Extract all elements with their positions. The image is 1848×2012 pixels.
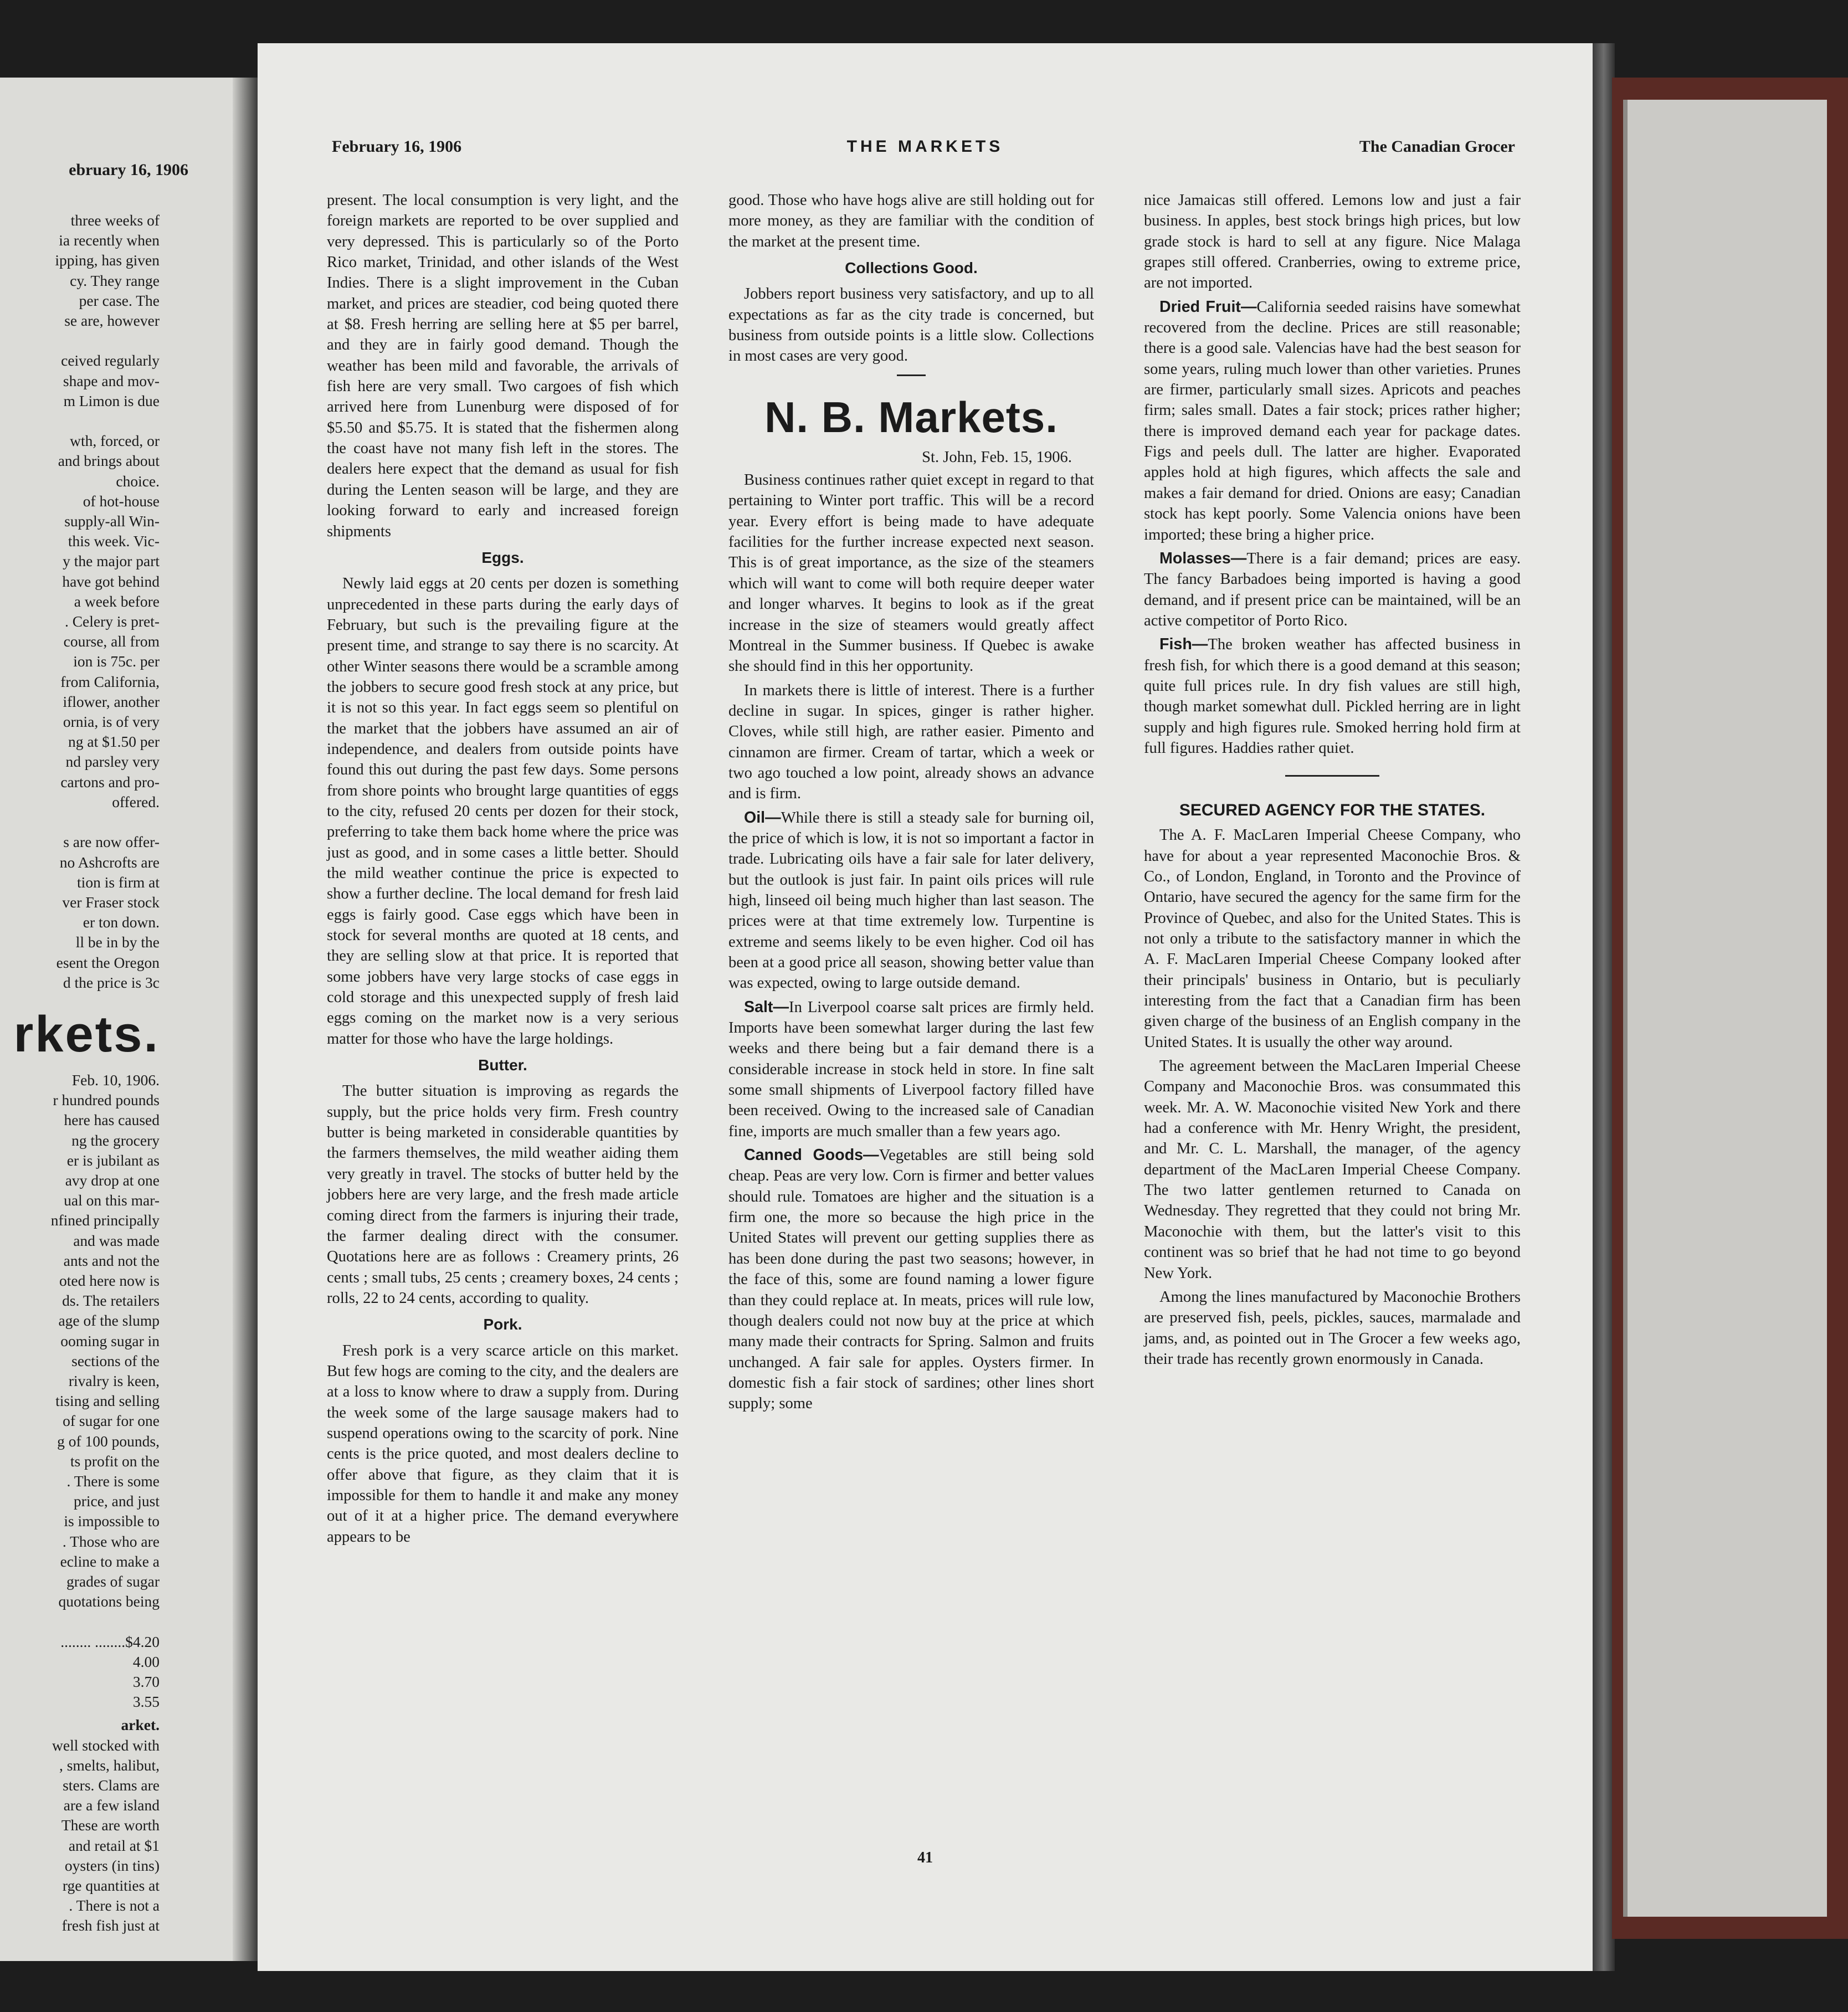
previous-page-line: oted here now is	[59, 1271, 160, 1289]
previous-page-line: ion is 75c. per	[73, 653, 160, 670]
next-volume-edge	[1623, 100, 1827, 1917]
dried-fruit-text: California seeded raisins have somewhat recovered from the decline. Prices are still reasonable; there is a good sale. Valencias have had the best season for some years, ruling much lower than other varieties. Prunes are firmer, particularly small sizes. Apricots and peaches firm; sales small. Dates a fair stock; prices rather higher; there is improved demand each year for package dates. Figs and peels dull. The latter are higher. Evaporated apples hold at high figures, which affects the sale and makes a fair demand for dried. Onions are easy; Canadian stock has kept poorly. Some Valencia onions have been imported; these bring a higher price.	[1144, 298, 1521, 543]
previous-page-line: cy. They range	[70, 271, 160, 289]
previous-page-line: ooming sugar in	[60, 1332, 160, 1349]
previous-page-line: quotations being	[58, 1593, 160, 1610]
previous-page-line: grades of sugar	[66, 1573, 160, 1590]
previous-page-line: ng at $1.50 per	[68, 733, 160, 751]
header-date: February 16, 1906	[332, 137, 462, 156]
previous-page-line: this week. Vic-	[68, 532, 160, 550]
previous-page-line: tising and selling	[55, 1392, 160, 1410]
oil-lead: Oil—	[744, 808, 781, 827]
header-section-title: THE MARKETS	[846, 137, 1004, 156]
previous-page-line: ecline to make a	[60, 1552, 160, 1570]
previous-page-line	[0, 812, 160, 832]
previous-page-line: ornia, is of very	[63, 713, 160, 731]
previous-page-line: ia recently when	[59, 232, 160, 249]
previous-page-line: are a few island	[63, 1797, 160, 1814]
previous-page-line: a week before	[74, 592, 160, 610]
previous-page-line: ual on this mar-	[64, 1192, 160, 1209]
eggs-paragraph: Newly laid eggs at 20 cents per dozen is something unprecedented in these parts during the early days of February, but such is the prevailing figure at the present time, and strange to say there is no scarcity. At other Winter seasons there would be a scramble among the jobbers to secure good fresh stock at any price, but it is not so this year. In fact eggs seem so plentiful on the market that the jobbers have assumed an air of independence, and dealers from outside points have found this out during the past few days. Some persons from shore points who brought large quantities of eggs to the city, refused 20 cents per dozen for their stock, preferring to take them back home where the price was just as good, and in some cases a little better. Should the mild weather continue the price is expected to show a further decline. The local demand for fresh laid eggs is fairly good. Case eggs which have been in stock for several months are quoted at 18 cents, and they are selling slow at that price. It is reported that some jobbers have very large stocks of case eggs in cold storage and this unexpected supply of fresh laid eggs coming on the market now is a very serious matter for those who have the large holdings.	[327, 575, 679, 1048]
pork-paragraph: Fresh pork is a very scarce article on this market. But few hogs are coming to the city, and the dealers are at a loss to know where to draw a supply from. During the week some of the large sausage makers had to suspend operations owing to the scarcity of pork. Nine cents is the price quoted, and most dealers decline to offer above that figure, as they claim that it is impossible for them to handle it and make any money out of it at a higher price. The demand everywhere appears to be	[327, 1342, 679, 1546]
previous-page-line: tion is firm at	[77, 873, 160, 891]
previous-page-header: ebruary 16, 1906	[69, 161, 188, 179]
previous-page-line	[0, 411, 160, 431]
previous-page-line: choice.	[116, 472, 160, 490]
previous-page-line: per case. The	[79, 291, 160, 309]
column-2	[728, 190, 1094, 1418]
previous-page-line: g of 100 pounds,	[57, 1432, 160, 1450]
previous-page-line: er is jubilant as	[66, 1151, 160, 1169]
previous-page-line: ants and not the	[63, 1251, 160, 1269]
previous-page-line: 3.55	[132, 1693, 160, 1711]
butter-heading: Butter.	[478, 1056, 527, 1074]
previous-page-line: 3.70	[132, 1673, 160, 1691]
molasses-text: There is a fair demand; prices are easy. The fancy Barbadoes being imported is having a good demand, and if present price can be maintained, will be an active competitor of Porto Rico.	[1144, 550, 1521, 629]
previous-page-line	[0, 331, 160, 351]
page-number: 41	[917, 1849, 933, 1866]
book-cover-board	[1612, 78, 1848, 1939]
previous-page-line: m Limon is due	[63, 392, 160, 409]
previous-page-line: no Ashcrofts are	[59, 853, 160, 871]
pork-heading: Pork.	[483, 1316, 522, 1333]
canned-goods-paragraph	[728, 1145, 1094, 1414]
previous-page-line: from California,	[60, 673, 160, 690]
previous-page-line: sters. Clams are	[63, 1777, 160, 1794]
previous-page-subheading: arket.	[121, 1716, 160, 1734]
pork-continued-paragraph: good. Those who have hogs alive are still holding out for more money, as they are familiar with the condition of the market at the present time.	[728, 192, 1094, 250]
previous-page-line: and was made	[73, 1231, 160, 1249]
previous-page-line: y the major part	[63, 552, 160, 570]
section-rule	[897, 374, 926, 376]
previous-page-line: These are worth	[61, 1816, 160, 1834]
previous-page-line: ng the grocery	[71, 1131, 160, 1149]
butter-paragraph: The butter situation is improving as regards the supply, but the price holds very firm. Fresh country butter is being marketed in considerable quantities by the farmers themselves, the mild weather aiding them very greatly in travel. The stocks of butter held by the jobbers here are very large, and the fresh made article coming direct from the farmers is injuring their trade, the farmer dealing direct with the consumer. Quotations here are as follows : Creamery prints, 26 cents ; small tubs, 25 cents ; creamery boxes, 24 cents ; rolls, 22 to 24 cents, according to quality.	[327, 1082, 679, 1307]
salt-lead: Salt—	[744, 998, 789, 1016]
collections-heading: Collections Good.	[845, 259, 978, 277]
nb-markets-paragraph: In markets there is little of interest. There is a further decline in sugar. In spices, ginger is rather higher. Cloves, while still high, are rather easier. Pimento and cinnamon are firmer. Cream of tartar, which a week or two ago touched a low point, already shows an advance and is firm.	[728, 681, 1094, 803]
previous-page-line: and retail at $1	[68, 1836, 160, 1854]
previous-page-heading: rkets.	[13, 1005, 160, 1063]
previous-page-line: of sugar for one	[63, 1412, 160, 1430]
previous-page-line: . Celery is pret-	[64, 613, 160, 630]
previous-page-line: , smelts, halibut,	[59, 1756, 160, 1774]
previous-page-line: d the price is 3c	[63, 973, 160, 991]
previous-page-line: ds. The retailers	[62, 1292, 160, 1310]
previous-page-line: of hot-house	[83, 492, 160, 510]
previous-page	[0, 78, 235, 1961]
collections-paragraph: Jobbers report business very satisfactory, and up to all expectations as far as the city trade is concerned, but business from outside points is a little slow. Collections in most cases are very good.	[728, 285, 1094, 365]
previous-page-line: cartons and pro-	[60, 773, 160, 791]
fruit-continued-paragraph: nice Jamaicas still offered. Lemons low and just a fair business. In apples, best stock brings high prices, but low grade stock is hard to sell at any figure. Nice Malaga grapes still offered. Cranberries, owing to extreme price, are not imported.	[1144, 192, 1521, 292]
previous-page-line: course, all from	[63, 633, 160, 650]
previous-page-line: shape and mov-	[63, 372, 160, 389]
previous-page-line: wth, forced, or	[70, 432, 160, 450]
header-publication: The Canadian Grocer	[1359, 137, 1515, 156]
previous-page-line: ceived regularly	[61, 352, 160, 369]
previous-page-line: esent the Oregon	[56, 953, 160, 971]
previous-page-line: ver Fraser stock	[62, 893, 160, 911]
agency-paragraph-1: The A. F. MacLaren Imperial Cheese Company, who have for about a year represented Maconochie Bros. & Co., of London, England, in Toronto and the Province of Ontario, have secured the agency for the same firm for the Province of Quebec, and also for the United States. This is not only a tribute to the satisfactory manner in which the A. F. MacLaren Imperial Cheese Company looked after their principals' business in Ontario, but is peculiarly interesting from the fact that a Canadian firm has been given charge of the business of an English company in the United States. It is usually the other way around.	[1144, 827, 1521, 1051]
salt-text: In Liverpool coarse salt prices are firmly held. Imports have been somewhat larger during the last few weeks and there being but a fair demand there is a considerable increase in stock held in store. In fine salt some small shipments of Liverpool factory filled have been received. Owing to the increased sale of Canadian fine, imports are much smaller than a few years ago.	[728, 998, 1094, 1140]
previous-page-line: avy drop at one	[65, 1171, 160, 1189]
oil-text: While there is still a steady sale for burning oil, the price of which is low, it is not so important a factor in trade. Lubricating oils have a fair sale for later delivery, but the outlook is just fair. In paint oils prices will rule high, linseed oil being much higher than last season. The prices were at that time extremely low. Turpentine is extreme and seems likely to be even higher. Cod oil has been at a good price all season, showing better value than was expected, owing to large outside demand.	[728, 809, 1094, 992]
previous-page-line: nd parsley very	[65, 753, 160, 771]
previous-page-line: 4.00	[132, 1652, 160, 1670]
previous-page-line: have got behind	[62, 572, 160, 590]
previous-page-line: ipping, has given	[55, 252, 160, 269]
previous-page-line: se are, however	[64, 312, 160, 330]
fish-continued-paragraph: present. The local consumption is very light, and the foreign markets are reported to be over supplied and very depressed. This is particularly so of the Porto Rico market, Trinidad, and other islands of the West Indies. There is a slight improvement in the Cuban market, and prices are steadier, cod being quoted there at $8. Fresh herring are selling here at $5 per barrel, and they are in fairly good demand. Though the weather has been mild and favorable, the arrivals of fish here are very small. Two cargoes of fish which arrived here from Lunenburg were disposed of for $5.50 and $5.75. It is stated that the fishermen along the coast have not many fish left in the stores. The dealers here expect that the demand as usual for fish during the Lenten season will be large, and they are looking forward to early and increased foreign shipments	[327, 192, 679, 540]
book-gutter	[233, 78, 260, 1961]
previous-page-line: is impossible to	[64, 1512, 160, 1530]
eggs-heading: Eggs.	[481, 548, 524, 566]
nb-markets-dateline: St. John, Feb. 15, 1906.	[922, 448, 1072, 466]
column-1	[327, 190, 679, 1551]
page-header	[258, 137, 1593, 160]
previous-page-line: ts profit on the	[70, 1452, 160, 1470]
salt-paragraph	[728, 997, 1094, 1142]
agency-paragraph-2: The agreement between the MacLaren Imperial Cheese Company and Maconochie Bros. was consummated this week. Mr. A. W. Maconochie visited New York and there had a conference with Mr. Henry Wright, the president, and Mr. C. L. Marshall, the manager, of the agency department of the MacLaren Imperial Cheese Company. The two latter gentlemen returned to Canada on Wednesday. They regretted that they could not bring Mr. Maconochie with them, but the latter's visit to this continent was so brief that he had not time to go beyond New York.	[1144, 1058, 1521, 1282]
nb-intro-paragraph: Business continues rather quiet except in regard to that pertaining to Winter port traffic. This will be a record year. Every effort is being made to have adequate facilities for the further increase expected next season. This is of great importance, as the size of the steamers which will want to come will both require deeper water and longer wharves. It begins to look as if the great increase in the size of steamers would greatly affect Montreal in the Summer business. If Quebec is awake she should find in this her opportunity.	[728, 471, 1094, 675]
dried-fruit-paragraph	[1144, 297, 1521, 545]
previous-page-line: supply-all Win-	[64, 512, 160, 530]
previous-page-line: . Those who are	[62, 1532, 160, 1550]
previous-page-line	[0, 1611, 160, 1631]
agency-heading: SECURED AGENCY FOR THE STATES.	[1179, 801, 1486, 820]
previous-page-line: . There is some	[66, 1472, 160, 1490]
previous-page-line: offered.	[112, 793, 160, 810]
dried-fruit-lead: Dried Fruit—	[1159, 297, 1257, 316]
fish-text: The broken weather has affected business in fresh fish, for which there is a good demand at this season; quite full prices rule. In dry fish values are still high, though market somewhat dull. Pickled herring are in light supply and high figures rule. Smoked herring hold firm at full figures. Haddies rather quiet.	[1144, 636, 1521, 757]
molasses-paragraph	[1144, 548, 1521, 631]
molasses-lead: Molasses—	[1159, 549, 1247, 567]
previous-page-line: and brings about	[58, 452, 160, 470]
nb-markets-title: N. B. Markets.	[764, 392, 1058, 442]
fish-lead: Fish—	[1159, 635, 1208, 654]
previous-page-line: three weeks of	[70, 212, 160, 229]
section-rule-wide	[1285, 775, 1379, 777]
agency-paragraph-3: Among the lines manufactured by Maconochie Brothers are preserved fish, peels, pickles, sauces, marmalade and jams, and, as pointed out in The Grocer a few weeks ago, their trade has recently grown enormously in Canada.	[1144, 1288, 1521, 1368]
previous-page-line: rivalry is keen,	[68, 1372, 160, 1389]
previous-page-line: oysters (in tins)	[64, 1856, 160, 1874]
previous-page-line: sections of the	[71, 1352, 160, 1369]
previous-page-line: well stocked with	[52, 1736, 160, 1754]
previous-page-line: age of the slump	[58, 1312, 160, 1330]
previous-page-line: ........ ........$4.20	[60, 1633, 160, 1650]
previous-page-line: nfined principally	[50, 1212, 160, 1229]
previous-page-line: here has caused	[64, 1111, 160, 1129]
canned-goods-text: Vegetables are still being sold cheap. Peas are very low. Corn is firmer and better values should rule. Tomatoes are higher and the situation is a firm one, the more so because the high price in the United States will prevent our getting supplies there as has been done during the past two seasons; however, in the face of this, some are found naming a lower figure than they could replace at. In meats, prices will rule low, though dealers could not now buy at the price at which many made their contracts for Spring. Salmon and fruits unchanged. A fair sale for apples. Oysters firmer. In domestic fish a fair stock of sardines; other lines short supply; some	[728, 1147, 1094, 1413]
book-binding	[1593, 43, 1615, 1971]
fish-paragraph	[1144, 634, 1521, 758]
column-3	[1144, 190, 1521, 1373]
previous-page-dateline: Feb. 10, 1906.	[71, 1071, 160, 1089]
previous-page-line: s are now offer-	[63, 833, 160, 851]
previous-page-line: r hundred pounds	[53, 1091, 160, 1109]
previous-page-line: iflower, another	[63, 692, 160, 710]
previous-page-line: er ton down.	[83, 913, 160, 931]
previous-page-line: ll be in by the	[75, 933, 160, 951]
canned-goods-lead: Canned Goods—	[744, 1146, 879, 1164]
newspaper-page	[258, 43, 1593, 1971]
previous-page-column	[0, 211, 160, 1936]
previous-page-line: . There is not a	[69, 1897, 160, 1915]
previous-page-line: price, and just	[73, 1492, 160, 1510]
oil-paragraph	[728, 808, 1094, 994]
previous-page-line: fresh fish just at	[61, 1917, 160, 1934]
previous-page-line: rge quantities at	[62, 1877, 160, 1895]
